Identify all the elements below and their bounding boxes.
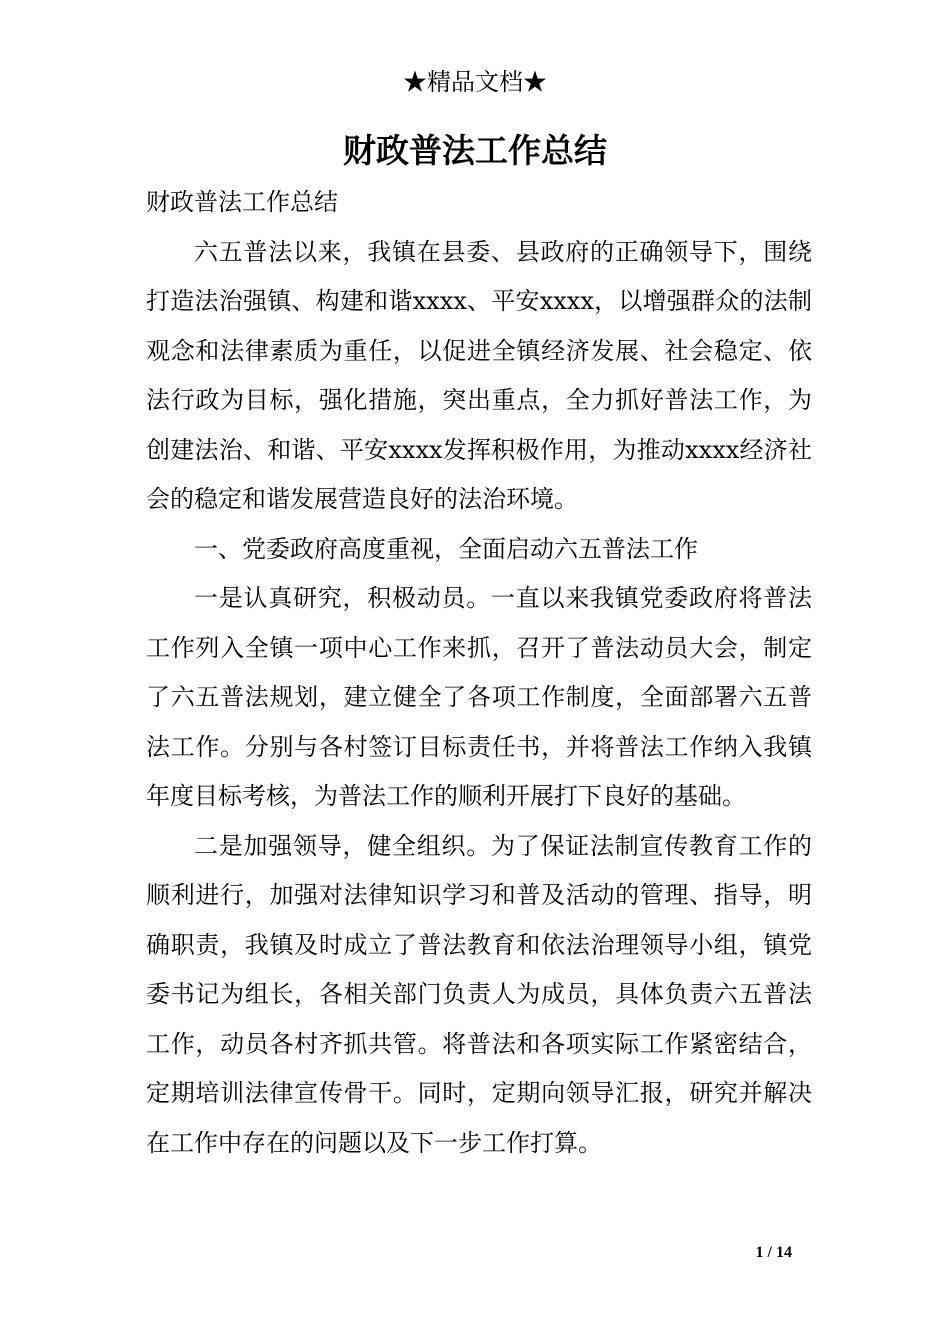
section-heading: 一、党委政府高度重视，全面启动六五普法工作 <box>194 534 698 563</box>
document-subtitle: 财政普法工作总结 <box>146 188 338 216</box>
document-body <box>146 178 812 1168</box>
page-number: 1 / 14 <box>755 1244 792 1261</box>
document-banner: ★精品文档★ <box>403 68 547 96</box>
document-title: 财政普法工作总结 <box>343 131 607 170</box>
paragraph-first-point: 一是认真研究，积极动员。一直以来我镇党委政府将普法工作列入全镇一项中心工作来抓，召开了普法动员大会，制定了六五普法规划，建立健全了各项工作制度，全面部署六五普法工作。分别与各村签订目标责任书，并将普法工作纳入我镇年度目标考核，为普法工作的顺利开展打下良好的基础。 <box>146 584 812 810</box>
paragraph-intro: 六五普法以来，我镇在县委、县政府的正确领导下，围绕打造法治强镇、构建和谐xxxx、平安xxxx，以增强群众的法制观念和法律素质为重任，以促进全镇经济发展、社会稳定、依法行政为目标，强化措施，突出重点，全力抓好普法工作，为创建法治、和谐、平安xxxx发挥积极作用，为推动xxxx经济社会的稳定和谐发展营造良好的法治环境。 <box>146 237 812 513</box>
paragraph-second-point: 二是加强领导，健全组织。为了保证法制宣传教育工作的顺利进行，加强对法律知识学习和普及活动的管理、指导，明确职责，我镇及时成立了普法教育和依法治理领导小组，镇党委书记为组长，各相关部门负责人为成员，具体负责六五普法工作，动员各村齐抓共管。将普法和各项实际工作紧密结合，定期培训法律宣传骨干。同时，定期向领导汇报，研究并解决在工作中存在的问题以及下一步工作打算。 <box>146 831 812 1157</box>
